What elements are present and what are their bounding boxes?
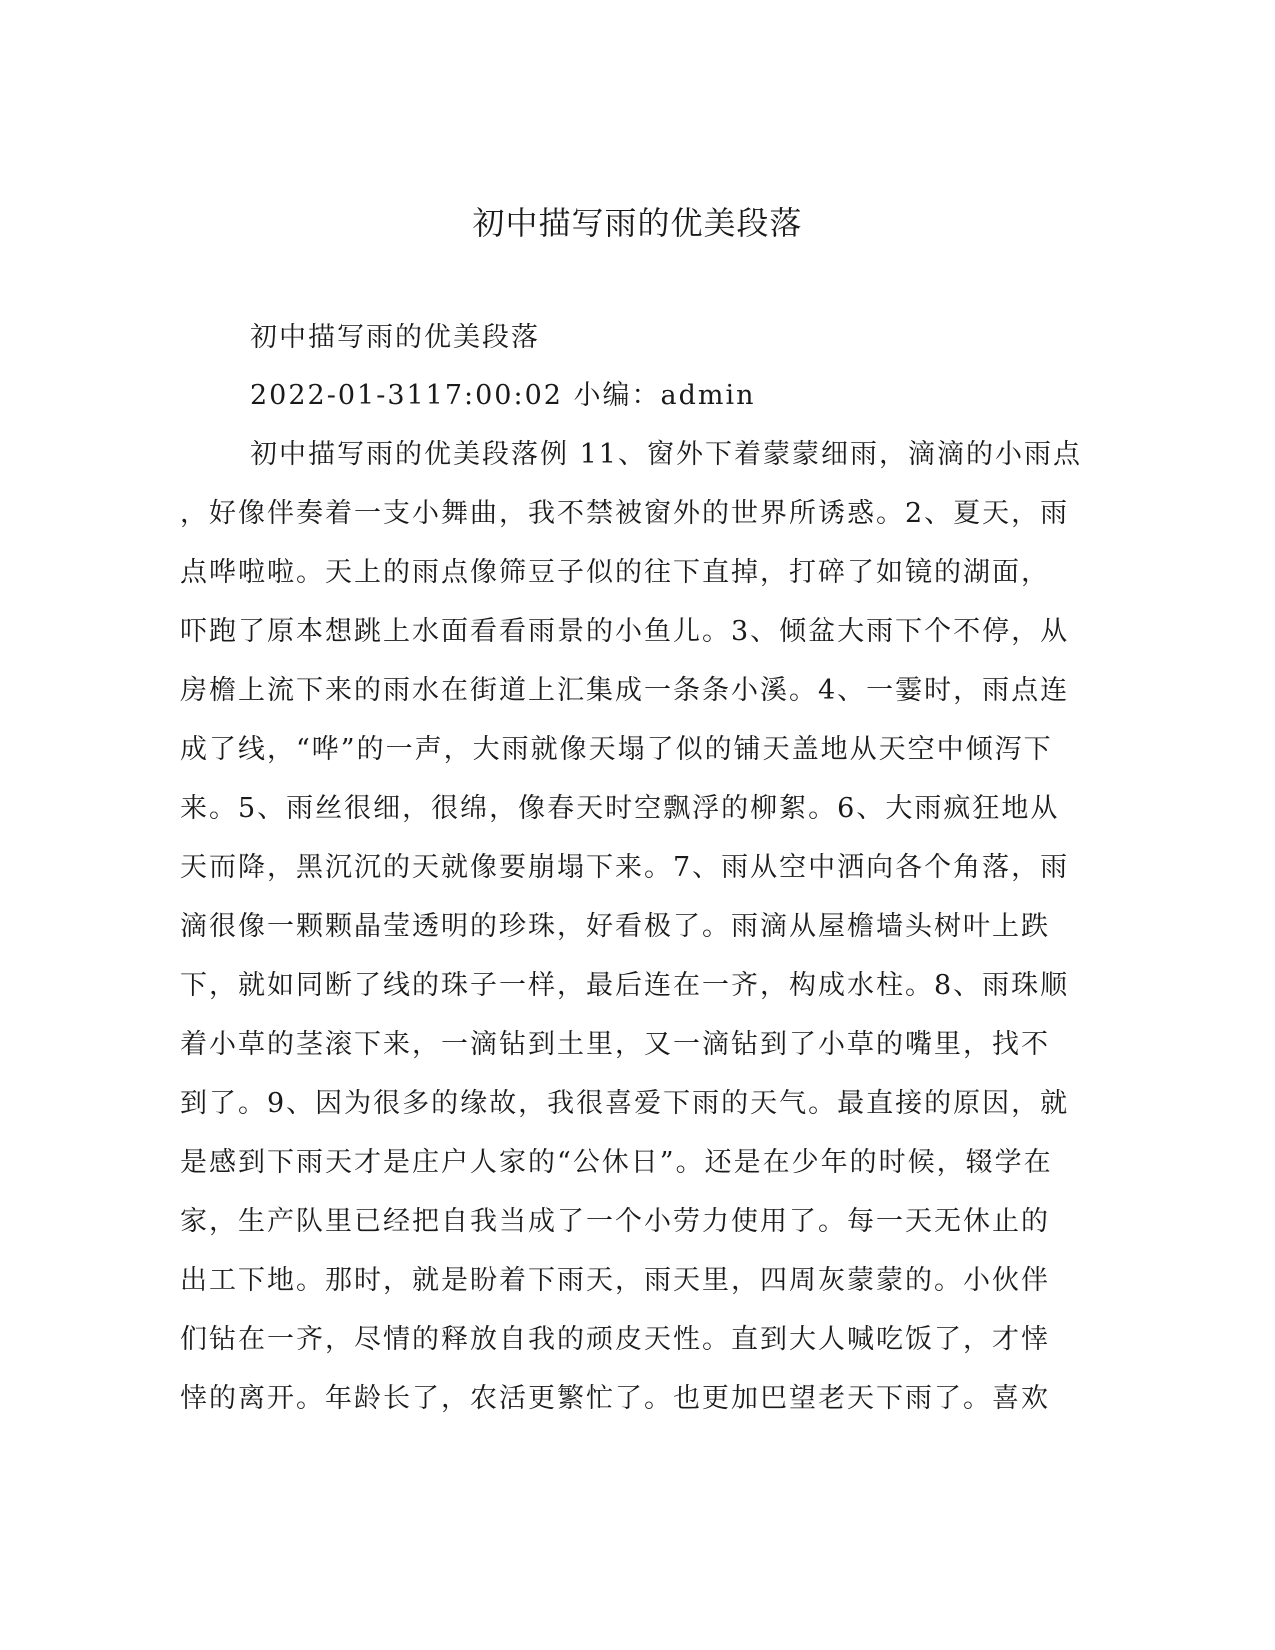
body-line: 成了线，“哗”的一声，大雨就像天塌了似的铺天盖地从天空中倾泻下 [180,734,1053,765]
body-line: 房檐上流下来的雨水在街道上汇集成一条条小溪。4、一霎时，雨点连 [180,675,1070,706]
body-line: 出工下地。那时，就是盼着下雨天，雨天里，四周灰蒙蒙的。小伙伴 [180,1265,1050,1296]
body-line: 来。5、雨丝很细，很绵，像春天时空飘浮的柳絮。6、大雨疯狂地从 [180,793,1060,824]
document-title: 初中描写雨的优美段落 [472,204,803,242]
body-line: 天而降，黑沉沉的天就像要崩塌下来。7、雨从空中洒向各个角落，雨 [180,852,1070,883]
body-line: 是感到下雨天才是庄户人家的“公休日”。还是在少年的时候，辍学在 [180,1147,1053,1178]
document-subtitle: 初中描写雨的优美段落 [250,322,540,353]
body-line: 悻的离开。年龄长了，农活更繁忙了。也更加巴望老天下雨了。喜欢 [180,1383,1050,1414]
body-line: 到了。9、因为很多的缘故，我很喜爱下雨的天气。最直接的原因，就 [180,1088,1070,1119]
document-meta: 2022-01-3117:00:02 小编：admin [250,380,756,411]
body-line: 点哗啦啦。天上的雨点像筛豆子似的往下直掉，打碎了如镜的湖面， [180,557,1050,588]
body-line: ，好像伴奏着一支小舞曲，我不禁被窗外的世界所诱惑。2、夏天，雨 [180,498,1070,529]
body-line: 滴很像一颗颗晶莹透明的珍珠，好看极了。雨滴从屋檐墙头树叶上跌 [180,911,1050,942]
body-line: 着小草的茎滚下来，一滴钻到土里，又一滴钻到了小草的嘴里，找不 [180,1029,1050,1060]
body-line: 们钻在一齐，尽情的释放自我的顽皮天性。直到大人喊吃饭了，才悻 [180,1324,1050,1355]
body-line: 吓跑了原本想跳上水面看看雨景的小鱼儿。3、倾盆大雨下个不停，从 [180,616,1070,647]
body-line: 家，生产队里已经把自我当成了一个小劳力使用了。每一天无休止的 [180,1206,1050,1237]
body-line: 初中描写雨的优美段落例 11、窗外下着蒙蒙细雨，滴滴的小雨点 [250,439,1082,470]
body-line: 下，就如同断了线的珠子一样，最后连在一齐，构成水柱。8、雨珠顺 [180,970,1070,1001]
